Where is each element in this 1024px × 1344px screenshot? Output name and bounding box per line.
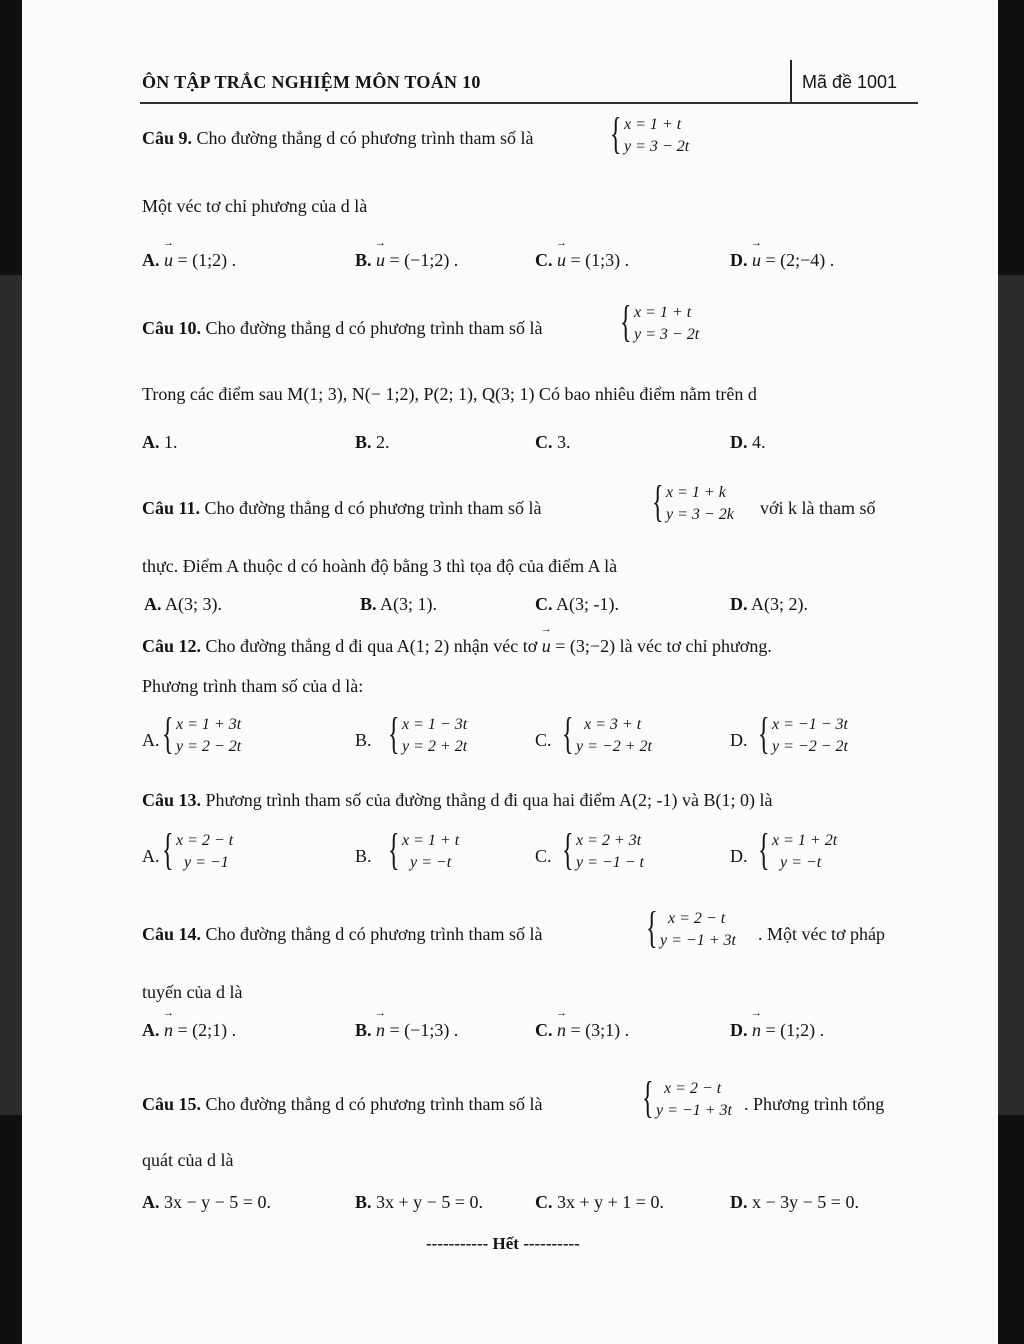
option-key: B. [355, 1192, 372, 1212]
question-text-after: với k là tham số [760, 498, 876, 518]
exam-code: Mã đề 1001 [802, 72, 898, 92]
option-key: D. [730, 1020, 748, 1040]
question-text: Cho đường thẳng d có phương trình tham số là [204, 498, 542, 518]
option-value: = (1;2) . [173, 250, 237, 270]
option-a [142, 1020, 236, 1041]
question-12 [142, 636, 772, 657]
vector-symbol: → u [557, 250, 566, 271]
question-text-line2: Phương trình tham số của d là: [142, 676, 364, 696]
question-15 [142, 1094, 543, 1115]
question-13 [142, 790, 772, 811]
option-key: D. [730, 250, 748, 270]
end-marker: ----------- Hết ---------- [426, 1234, 580, 1253]
option-value: = (−1;3) . [385, 1020, 459, 1040]
question-text-line2: tuyến của d là [142, 982, 243, 1002]
option-key: C. [535, 432, 553, 452]
question-text: Cho đường thẳng d đi qua A(1; 2) nhận véc tơ [205, 636, 538, 656]
system-line-1: x = 3 + t [584, 716, 642, 733]
document-page [22, 0, 998, 1344]
system-line-2: y = −1 + 3t [656, 1102, 732, 1119]
option-c [535, 1192, 664, 1213]
option-d [730, 594, 808, 615]
option-value: A(3; 3). [165, 594, 223, 614]
question-11 [142, 498, 542, 519]
option-value: 3x − y − 5 = 0. [164, 1192, 271, 1212]
page-title: ÔN TẬP TRẮC NGHIỆM MÔN TOÁN 10 [142, 72, 481, 92]
question-text: Cho đường thẳng d có phương trình tham số là [196, 128, 534, 148]
vector-symbol: → u [542, 636, 551, 657]
vector-symbol: → u [752, 250, 761, 271]
option-value: 1. [164, 432, 178, 452]
option-key: A. [142, 250, 160, 270]
system-line-2: y = −2 + 2t [576, 738, 652, 755]
option-c-key: C. [535, 846, 552, 866]
brace-icon: { [758, 709, 770, 758]
option-d [730, 432, 766, 453]
question-10 [142, 318, 543, 339]
question-text-line2: Trong các điểm sau M(1; 3), N(− 1;2), P(2; 1), Q(3; 1) Có bao nhiêu điểm nằm trên d [142, 384, 757, 404]
brace-icon: { [162, 709, 174, 758]
system-line-2: y = −1 + 3t [660, 932, 736, 949]
option-key: A. [142, 432, 160, 452]
option-key: C. [535, 594, 553, 614]
system-line-1: x = 1 + t [624, 116, 682, 133]
system-line-1: x = 1 − 3t [402, 716, 468, 733]
question-text-line2: thực. Điểm A thuộc d có hoành độ bằng 3 thì tọa độ của điểm A là [142, 556, 618, 576]
question-text: Phương trình tham số của đường thẳng d đi qua hai điểm A(2; -1) và B(1; 0) là [205, 790, 773, 810]
brace-icon: { [562, 709, 574, 758]
option-key: D. [730, 432, 748, 452]
option-key: A. [144, 594, 162, 614]
system-line-2: y = 3 − 2k [666, 506, 734, 523]
vector-value: = (3;−2) [550, 636, 616, 656]
option-d [730, 1020, 824, 1041]
option-key: D. [730, 594, 748, 614]
option-c [535, 594, 619, 615]
option-key: B. [360, 594, 377, 614]
option-a [144, 594, 222, 615]
system-line-2: y = 3 − 2t [634, 326, 700, 343]
option-b [355, 1192, 483, 1213]
option-value: A(3; 2). [751, 594, 809, 614]
vector-symbol: → u [164, 250, 173, 271]
system-line-2: y = −1 [184, 854, 229, 871]
option-d-key: D. [730, 846, 748, 866]
brace-icon: { [388, 825, 400, 874]
question-label: Câu 12. [142, 636, 202, 656]
option-key: A. [142, 1020, 160, 1040]
question-text: Cho đường thẳng d có phương trình tham số là [205, 1094, 543, 1114]
option-value: 3x + y − 5 = 0. [376, 1192, 483, 1212]
system-line-2: y = −1 − t [576, 854, 644, 871]
option-key: B. [355, 432, 372, 452]
option-c [535, 432, 571, 453]
brace-icon: { [610, 109, 622, 158]
option-key: C. [535, 250, 553, 270]
option-a [142, 432, 178, 453]
system-line-1: x = 1 + k [666, 484, 726, 501]
option-value: = (1;2) . [761, 1020, 825, 1040]
vector-symbol: → n [557, 1020, 566, 1041]
question-label: Câu 11. [142, 498, 201, 518]
option-c-key: C. [535, 730, 552, 750]
option-key: B. [355, 250, 372, 270]
question-label: Câu 14. [142, 924, 202, 944]
system-line-1: x = 2 − t [664, 1080, 722, 1097]
brace-icon: { [652, 477, 664, 526]
vector-symbol: → u [376, 250, 385, 271]
question-label: Câu 13. [142, 790, 202, 810]
question-14 [142, 924, 543, 945]
question-label: Câu 9. [142, 128, 193, 148]
system-line-1: x = 1 + 3t [176, 716, 242, 733]
option-a [142, 1192, 271, 1213]
header-divider [790, 60, 792, 104]
option-key: D. [730, 1192, 748, 1212]
system-line-2: y = −2 − 2t [772, 738, 848, 755]
option-b [355, 250, 458, 271]
option-a [142, 250, 236, 271]
option-d-key: D. [730, 730, 748, 750]
brace-icon: { [620, 297, 632, 346]
brace-icon: { [758, 825, 770, 874]
brace-icon: { [388, 709, 400, 758]
option-a-key: A. [142, 730, 160, 750]
question-9 [142, 128, 534, 149]
option-a-key: A. [142, 846, 160, 866]
vector-symbol: → n [752, 1020, 761, 1041]
option-value: 4. [752, 432, 766, 452]
option-key: C. [535, 1020, 553, 1040]
option-b [355, 1020, 458, 1041]
viewer-band-right [998, 275, 1024, 1115]
vector-symbol: → n [164, 1020, 173, 1041]
question-label: Câu 10. [142, 318, 202, 338]
question-text-line2: Một véc tơ chỉ phương của d là [142, 196, 368, 216]
question-text-line2: quát của d là [142, 1150, 234, 1170]
question-text-after: . Một véc tơ pháp [758, 924, 885, 944]
question-label: Câu 15. [142, 1094, 202, 1114]
system-line-1: x = 1 + t [634, 304, 692, 321]
system-line-2: y = 2 + 2t [402, 738, 468, 755]
brace-icon: { [562, 825, 574, 874]
option-b-key: B. [355, 846, 372, 866]
viewer-band-left [0, 275, 22, 1115]
option-c [535, 250, 629, 271]
system-line-1: x = 2 − t [668, 910, 726, 927]
question-text-after: . Phương trình tổng [744, 1094, 885, 1114]
option-value: = (−1;2) . [385, 250, 459, 270]
option-value: = (2;1) . [173, 1020, 237, 1040]
header-rule [140, 102, 918, 104]
brace-icon: { [646, 903, 658, 952]
option-c [535, 1020, 629, 1041]
system-line-2: y = −t [780, 854, 822, 871]
option-value: A(3; 1). [380, 594, 438, 614]
option-value: 2. [376, 432, 390, 452]
system-line-2: y = −t [410, 854, 452, 871]
system-line-1: x = 1 + 2t [772, 832, 838, 849]
brace-icon: { [162, 825, 174, 874]
option-value: = (1;3) . [566, 250, 630, 270]
system-line-1: x = 1 + t [402, 832, 460, 849]
option-key: A. [142, 1192, 160, 1212]
option-b [355, 432, 390, 453]
brace-icon: { [642, 1073, 654, 1122]
system-line-1: x = −1 − 3t [772, 716, 848, 733]
question-text: Cho đường thẳng d có phương trình tham số là [205, 318, 543, 338]
option-value: x − 3y − 5 = 0. [752, 1192, 859, 1212]
option-value: = (3;1) . [566, 1020, 630, 1040]
question-text-after: là véc tơ chỉ phương. [619, 636, 772, 656]
option-value: = (2;−4) . [761, 250, 835, 270]
option-key: C. [535, 1192, 553, 1212]
option-d [730, 1192, 859, 1213]
system-line-2: y = 3 − 2t [624, 138, 690, 155]
option-b [360, 594, 437, 615]
system-line-2: y = 2 − 2t [176, 738, 242, 755]
system-line-1: x = 2 + 3t [576, 832, 642, 849]
system-line-1: x = 2 − t [176, 832, 234, 849]
option-key: B. [355, 1020, 372, 1040]
option-value: A(3; -1). [556, 594, 619, 614]
option-b-key: B. [355, 730, 372, 750]
vector-symbol: → n [376, 1020, 385, 1041]
option-value: 3x + y + 1 = 0. [557, 1192, 664, 1212]
option-value: 3. [557, 432, 571, 452]
option-d [730, 250, 834, 271]
question-text: Cho đường thẳng d có phương trình tham số là [205, 924, 543, 944]
